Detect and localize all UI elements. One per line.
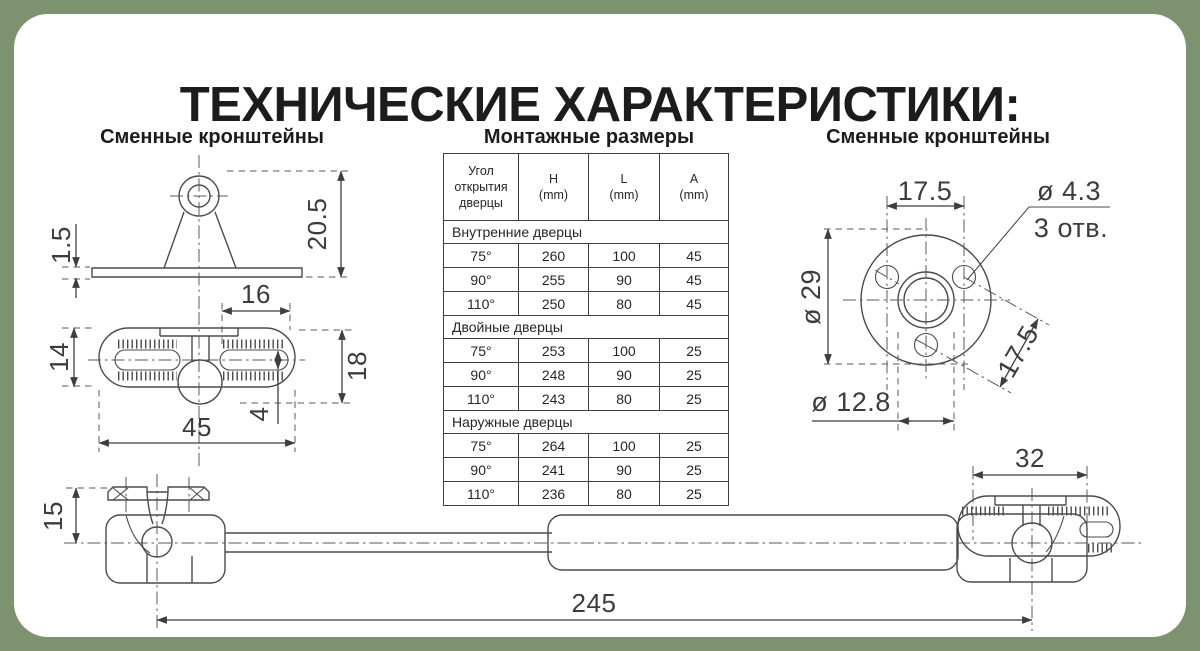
header-a: A <box>689 172 699 186</box>
table-cell: 100 <box>589 339 660 363</box>
table-cell: 110° <box>444 482 519 506</box>
section-title-cell: Внутренние дверцы <box>444 221 729 244</box>
section-title-cell: Наружные дверцы <box>444 411 729 434</box>
table-cell: 25 <box>660 482 729 506</box>
table-cell: 75° <box>444 339 519 363</box>
table-cell: 260 <box>519 244 589 268</box>
header-angle: Угол открытия дверцы <box>454 164 508 210</box>
dim-hole-diameter: ø 4.3 <box>1036 176 1102 206</box>
section-label-mounting-dimensions: Монтажные размеры <box>483 126 695 148</box>
table-cell: 80 <box>589 292 660 316</box>
table-cell: 255 <box>519 268 589 292</box>
dim-plate-thickness: 1.5 <box>46 226 76 264</box>
dim-end-height: 15 <box>38 501 68 531</box>
table-cell: 110° <box>444 292 519 316</box>
dim-bracket-height: 20.5 <box>302 197 332 251</box>
dim-center-diameter: ø 12.8 <box>811 387 891 417</box>
dim-holes-spacing-top: 17.5 <box>897 176 953 206</box>
table-cell: 253 <box>519 339 589 363</box>
dim-slot-length: 16 <box>241 279 271 309</box>
table-cell: 90° <box>444 268 519 292</box>
table-cell: 243 <box>519 387 589 411</box>
dim-total-length: 45 <box>182 412 212 442</box>
dim-side-height: 18 <box>342 351 372 381</box>
table-cell: 90 <box>589 458 660 482</box>
table-cell: 45 <box>660 268 729 292</box>
table-cell: 25 <box>660 339 729 363</box>
dim-total-length: 245 <box>571 588 617 618</box>
dim-outer-diameter: ø 29 <box>796 268 826 326</box>
table-cell: 75° <box>444 244 519 268</box>
table-cell: 25 <box>660 363 729 387</box>
label-holes-count: 3 отв. <box>1033 213 1109 243</box>
section-label-replaceable-brackets-right: Сменные кронштейны <box>826 126 1050 148</box>
section-title-cell: Двойные дверцы <box>444 316 729 339</box>
table-cell: 75° <box>444 434 519 458</box>
header-h: H <box>548 172 559 186</box>
table-cell: 241 <box>519 458 589 482</box>
dim-plate-width: 14 <box>44 342 74 372</box>
section-label-replaceable-brackets-left: Сменные кронштейны <box>100 126 324 148</box>
table-cell: 25 <box>660 434 729 458</box>
table-cell: 100 <box>589 244 660 268</box>
table-cell: 110° <box>444 387 519 411</box>
table-cell: 90 <box>589 363 660 387</box>
table-cell: 45 <box>660 292 729 316</box>
table-cell: 80 <box>589 387 660 411</box>
table-cell: 25 <box>660 387 729 411</box>
table-cell: 25 <box>660 458 729 482</box>
table-cell: 80 <box>589 482 660 506</box>
side-view-bracket-drawing <box>46 155 348 312</box>
flange-drawing <box>796 176 1110 432</box>
table-cell: 90° <box>444 363 519 387</box>
top-view-bracket-drawing <box>44 279 372 468</box>
header-a-unit: (mm) <box>679 188 709 202</box>
table-cell: 236 <box>519 482 589 506</box>
table-cell: 250 <box>519 292 589 316</box>
dim-holes-spacing-diag: 17.5 <box>991 320 1045 383</box>
header-h-unit: (mm) <box>538 188 569 202</box>
table-cell: 264 <box>519 434 589 458</box>
table-cell: 90° <box>444 458 519 482</box>
page-title: ТЕХНИЧЕСКИЕ ХАРАКТЕРИСТИКИ: <box>179 77 1021 132</box>
table-cell: 90 <box>589 268 660 292</box>
dim-slot-width: 4 <box>244 406 274 422</box>
table-cell: 248 <box>519 363 589 387</box>
header-l-unit: (mm) <box>609 188 639 202</box>
dim-bracket-length: 32 <box>1015 443 1045 473</box>
table-cell: 100 <box>589 434 660 458</box>
header-l: L <box>620 172 628 186</box>
table-cell: 45 <box>660 244 729 268</box>
gas-strut-drawing <box>38 443 1145 631</box>
